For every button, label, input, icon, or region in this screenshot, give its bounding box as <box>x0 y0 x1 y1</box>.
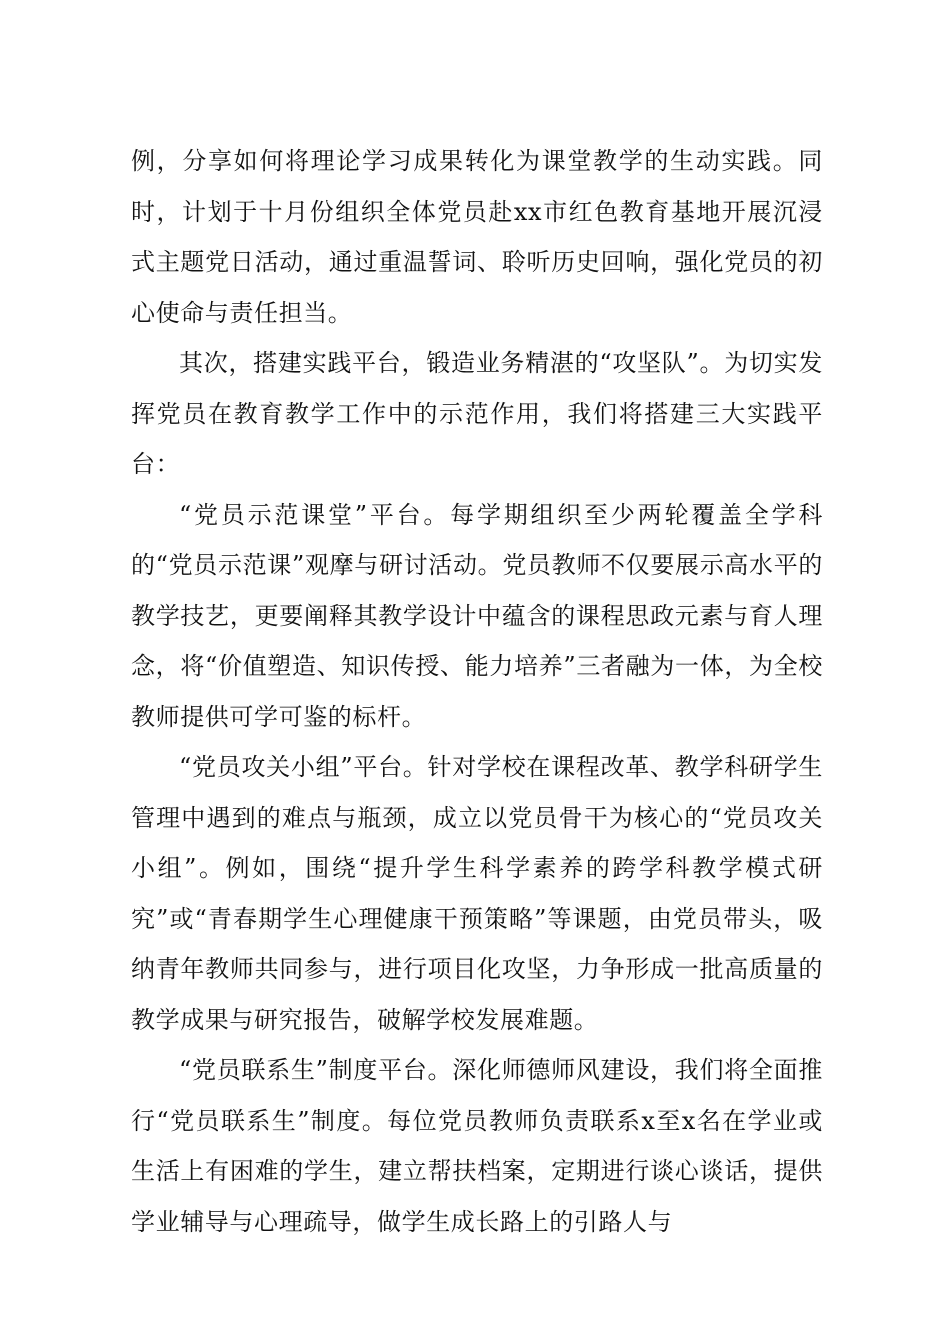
document-body <box>131 136 823 1247</box>
paragraph-3: “党员示范课堂”平台。每学期组织至少两轮覆盖全学科的“党员示范课”观摩与研讨活动。党员教师不仅要展示高水平的教学技艺，更要阐释其教学设计中蕴含的课程思政元素与育人理念，将“价值塑造、知识传授、能力培养”三者融为一体，为全校教师提供可学可鉴的标杆。 <box>131 500 823 731</box>
paragraph-2: 其次，搭建实践平台，锻造业务精湛的“攻坚队”。为切实发挥党员在教育教学工作中的示范作用，我们将搭建三大实践平台： <box>131 349 823 478</box>
paragraph-4: “党员攻关小组”平台。针对学校在课程改革、教学科研学生管理中遇到的难点与瓶颈，成立以党员骨干为核心的“党员攻关小组”。例如，围绕“提升学生科学素养的跨学科教学模式研究”或“青春期学生心理健康干预策略”等课题，由党员带头，吸纳青年教师共同参与，进行项目化攻坚，力争形成一批高质量的教学成果与研究报告，破解学校发展难题。 <box>131 753 823 1034</box>
paragraph-1: 例，分享如何将理论学习成果转化为课堂教学的生动实践。同时，计划于十月份组织全体党员赴xx市红色教育基地开展沉浸式主题党日活动，通过重温誓词、聆听历史回响，强化党员的初心使命与责任担当。 <box>131 147 823 327</box>
paragraph-5: “党员联系生”制度平台。深化师德师风建设，我们将全面推行“党员联系生”制度。每位党员教师负责联系x至x名在学业或生活上有困难的学生，建立帮扶档案，定期进行谈心谈话，提供学业辅导与心理疏导，做学生成长路上的引路人与 <box>131 1056 823 1236</box>
